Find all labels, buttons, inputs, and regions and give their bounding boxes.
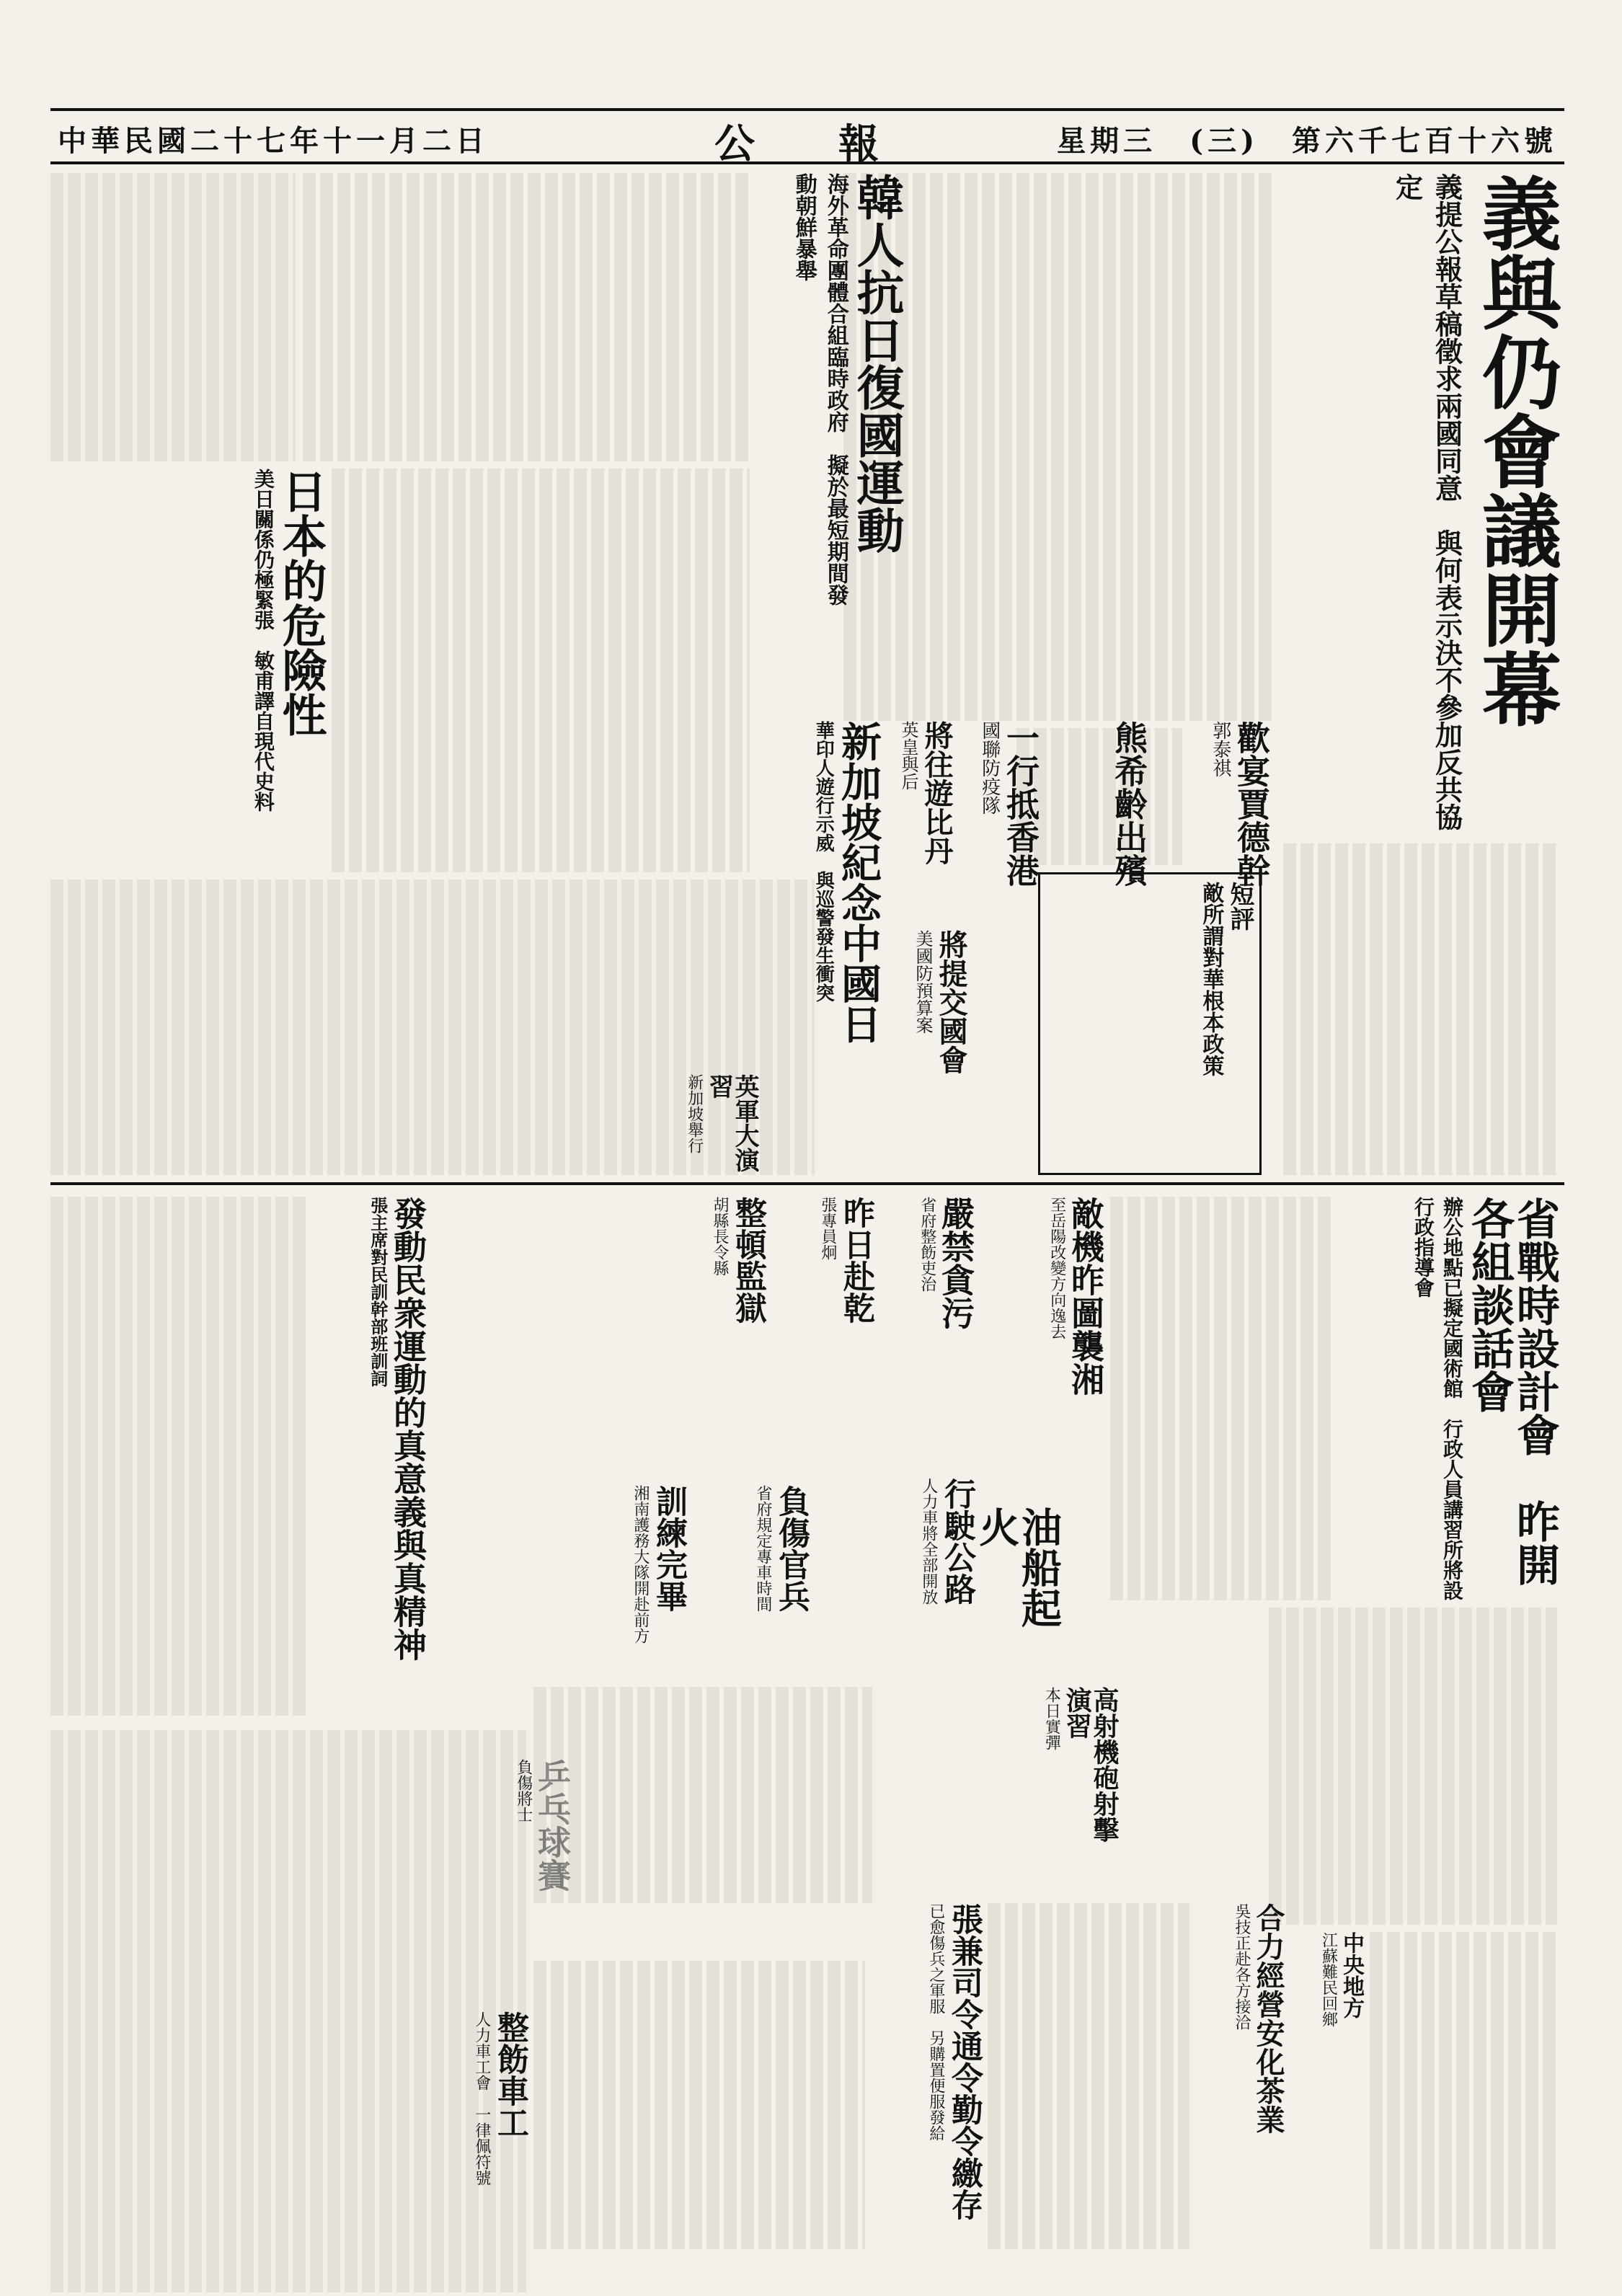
article-royal — [887, 721, 952, 908]
article-training — [591, 1485, 685, 1680]
headline: 張兼司令通令勤令繳存 — [946, 1903, 983, 2220]
text-column — [1110, 1197, 1334, 1600]
subheadline: 張主席對民訓幹部班訓詞 — [367, 1197, 389, 1387]
headline: 整頓監獄 — [730, 1197, 766, 1324]
article-conference — [1283, 173, 1562, 836]
headline: 英軍大演習 — [704, 1074, 759, 1172]
text-column — [533, 1687, 872, 1903]
subheadline: 海外革命團體合組臨時政府 擬於最短期間發動朝鮮暴舉 — [791, 173, 848, 606]
headline: 歡宴賈德幹 — [1232, 721, 1271, 887]
headline: 韓人抗日復國運動 — [848, 173, 905, 554]
article-uniforms — [879, 1903, 983, 2235]
text-column — [332, 469, 750, 872]
article-corruption — [894, 1197, 973, 1456]
article-singapore — [786, 721, 882, 1067]
subheadline: 省府整飭吏治 — [918, 1197, 936, 1292]
subheadline: 湘南護務大隊開赴前方 — [631, 1485, 650, 1644]
headline: 負傷官兵 — [773, 1485, 810, 1612]
text-column — [50, 173, 296, 461]
subheadline: 張專員炯 — [818, 1197, 837, 1260]
article-aa-drill — [1024, 1687, 1120, 1867]
headline: 將往遊比丹 — [920, 721, 954, 865]
subheadline: 美國防預算案 — [913, 930, 933, 1034]
subheadline: 義提公報草稿徵求兩國同意 與何表示決不參加反共協定 — [1391, 173, 1463, 830]
masthead-issue: 星期三 (三) 第六千七百十六號 — [1057, 124, 1557, 158]
subheadline: 辦公地點已擬定國術館 行政人員講習所將設行政指導會 — [1412, 1197, 1464, 1600]
headline: 發動民衆運動的真意義與真精神 — [389, 1197, 427, 1661]
subheadline: 胡縣長令縣 — [710, 1197, 729, 1276]
headline: 短評 — [1226, 882, 1254, 931]
article-korean — [757, 173, 905, 620]
masthead — [50, 108, 1564, 168]
article-planning-committee — [1341, 1197, 1560, 1600]
subheadline: 英皇與后 — [898, 721, 918, 790]
subheadline: 人力車工會 一律佩符號 — [472, 2011, 491, 2186]
text-column — [1370, 1932, 1557, 2249]
article-defense-budget — [901, 930, 966, 1103]
headline: 合力經營安化茶業 — [1251, 1903, 1285, 2134]
headline: 中央地方 — [1339, 1932, 1364, 2018]
masthead-title: 公 報 — [714, 120, 900, 168]
article-mass-movement — [317, 1197, 425, 1716]
article-wounded — [728, 1485, 810, 1680]
text-column — [988, 1903, 1189, 2249]
subheadline: 江蘇難民回鄉 — [1319, 1932, 1338, 2027]
subheadline: 本日實彈 — [1042, 1687, 1061, 1750]
headline: 昨日赴乾 — [838, 1197, 874, 1324]
headline: 油船起火 — [972, 1507, 1063, 1628]
article-japan — [187, 469, 327, 872]
subheadline: 負傷將士 — [514, 1759, 533, 1822]
headline: 敵機昨圖襲湘 — [1066, 1197, 1105, 1396]
headline: 行駛公路 — [939, 1478, 975, 1605]
article-tea — [1197, 1903, 1283, 2134]
article-rickshaw-road — [887, 1478, 973, 1680]
article-hongkong — [959, 721, 1038, 923]
headline: 義與仍會議開幕 — [1469, 173, 1562, 728]
masthead-date: 中華民國二十七年十一月二日 — [58, 124, 489, 158]
headline: 整飭車工 — [492, 2011, 528, 2138]
subheadline: 郭泰祺 — [1209, 721, 1231, 777]
headline: 訓練完畢 — [650, 1485, 687, 1612]
headline: 一行抵香港 — [1001, 721, 1040, 887]
text-column — [843, 173, 1276, 721]
headline: 日本的危險性 — [275, 469, 327, 737]
text-column — [533, 1961, 865, 2249]
text-column — [303, 173, 750, 461]
subheadline: 人力車將全部開放 — [919, 1478, 938, 1605]
headline: 高射機砲射擊演習 — [1062, 1687, 1120, 1843]
headline: 熊希齡出殯 — [1109, 721, 1148, 887]
subheadline: 已愈傷兵之軍服 另購置便服發給 — [926, 1903, 945, 2141]
subheadline: 敵所謂對華根本政策 — [1198, 882, 1224, 1076]
subheadline: 至岳陽改變方向逸去 — [1047, 1197, 1066, 1339]
subheadline: 吳技正赴各方接洽 — [1233, 1903, 1251, 2030]
section-divider — [50, 1182, 1564, 1185]
article-enemy-planes — [1038, 1197, 1103, 1485]
article-rickshaw-workers — [404, 2011, 526, 2242]
headline: 將提交國會 — [934, 930, 968, 1074]
text-column — [1283, 843, 1557, 1175]
text-column — [1269, 1608, 1557, 1925]
editorial-box — [1038, 872, 1262, 1175]
headline: 嚴禁貪污 — [936, 1197, 975, 1329]
article-refugees — [1298, 1932, 1362, 2249]
headline: 新加坡紀念中國日 — [835, 721, 882, 1044]
subheadline: 新加坡舉行 — [685, 1074, 704, 1153]
article-boat-fire — [972, 1507, 1063, 1665]
article-exercise — [678, 1074, 757, 1175]
subheadline: 美日關係仍極緊張 敏甫譯自現代史料 — [251, 469, 275, 812]
subheadline: 國聯防疫隊 — [978, 721, 1001, 815]
article-commissioner — [786, 1197, 872, 1413]
subheadline: 華印人遊行示威 與巡警發生衝突 — [812, 721, 835, 1002]
subheadline: 省府規定專車時間 — [753, 1485, 772, 1612]
text-column — [50, 1197, 310, 1716]
article-prison — [670, 1197, 764, 1413]
headline: 省戰時設計會 昨開各組談話會 — [1464, 1197, 1560, 1586]
